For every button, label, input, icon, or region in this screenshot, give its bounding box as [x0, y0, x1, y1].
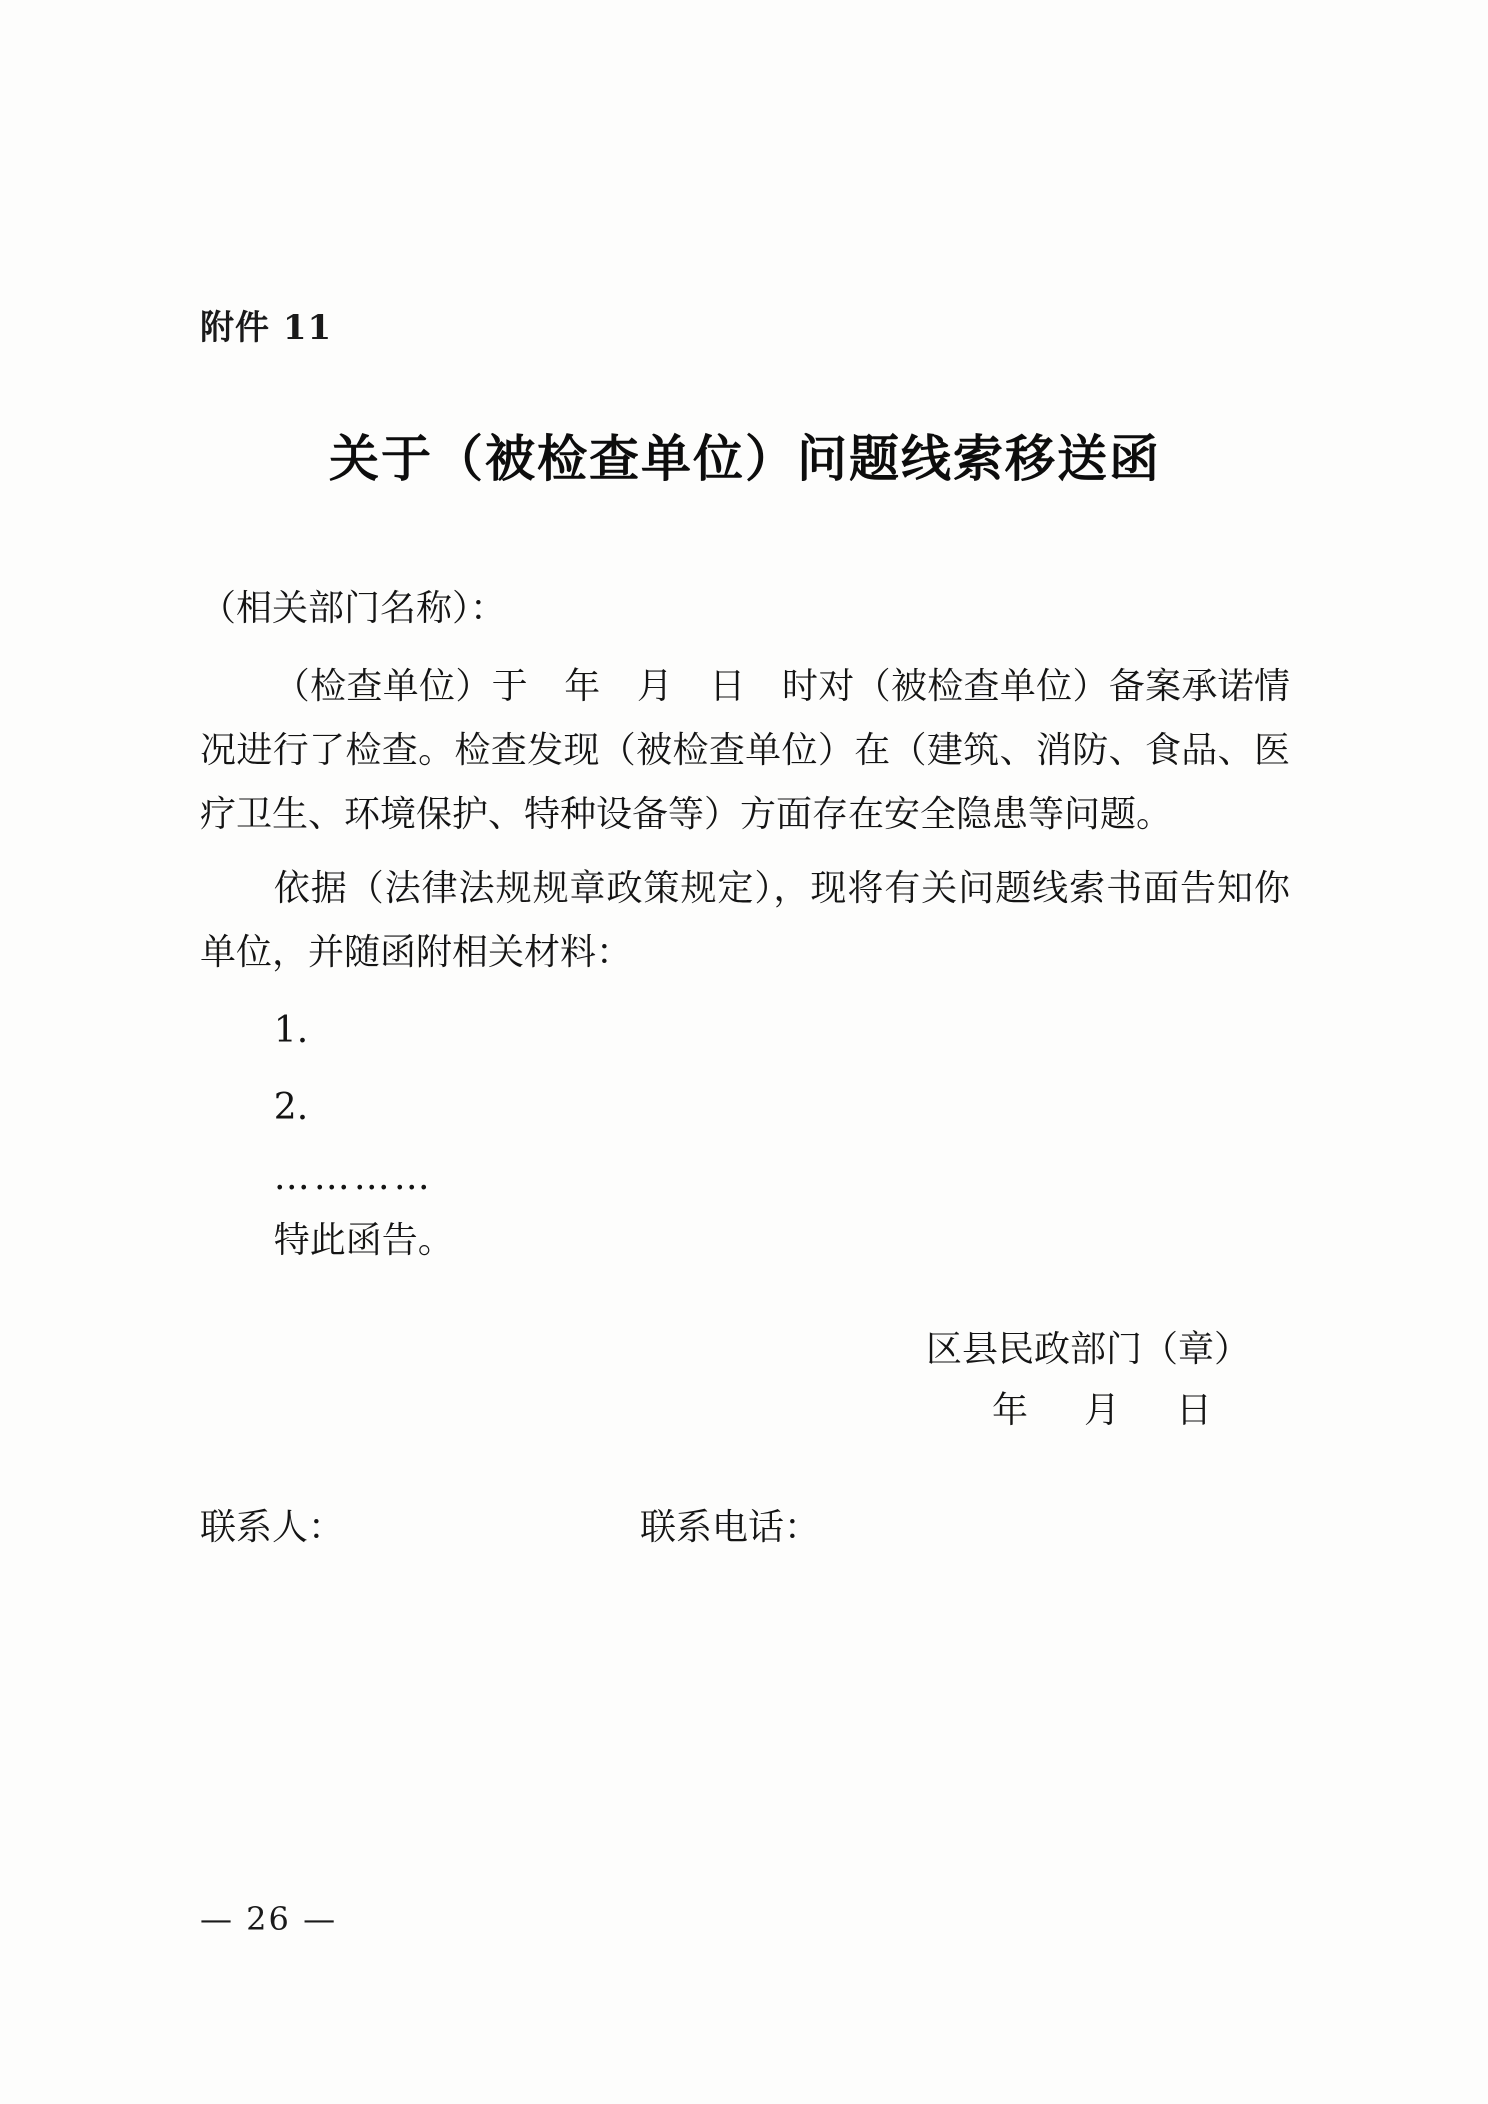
addressee-line: （相关部门名称）：: [200, 588, 507, 629]
ellipsis-line: …………: [273, 1157, 434, 1199]
page-title: 关于（被检查单位）问题线索移送函: [329, 429, 1161, 488]
closing-line: 特此函告。: [273, 1219, 454, 1261]
attachment-label: 附件 11: [200, 308, 333, 348]
page-number: — 26 —: [200, 1900, 338, 1938]
signature-date: 年 月 日: [991, 1389, 1222, 1431]
list-item: 1.: [273, 1010, 309, 1052]
contact-phone-label: 联系电话：: [640, 1507, 821, 1549]
contact-person-label: 联系人：: [200, 1507, 345, 1549]
contact-row: [200, 1499, 1290, 1550]
list-item: 2.: [273, 1087, 309, 1129]
paragraph-legal-basis: 依据（法律法规规章政策规定），现将有关问题线索书面告知你单位，并随函附相关材料：: [200, 868, 1290, 974]
signature-organization: 区县民政部门（章）: [925, 1328, 1250, 1370]
document-body: [200, 300, 1290, 1550]
signature-block: [200, 1319, 1290, 1441]
paragraph-inspection-findings: （检查单位）于 年 月 日 时对（被检查单位）备案承诺情况进行了检查。检查发现（被检查单位）在（建筑、消防、食品、医疗卫生、环境保护、特种设备等）方面存在安全隐患等问题。: [200, 665, 1290, 835]
